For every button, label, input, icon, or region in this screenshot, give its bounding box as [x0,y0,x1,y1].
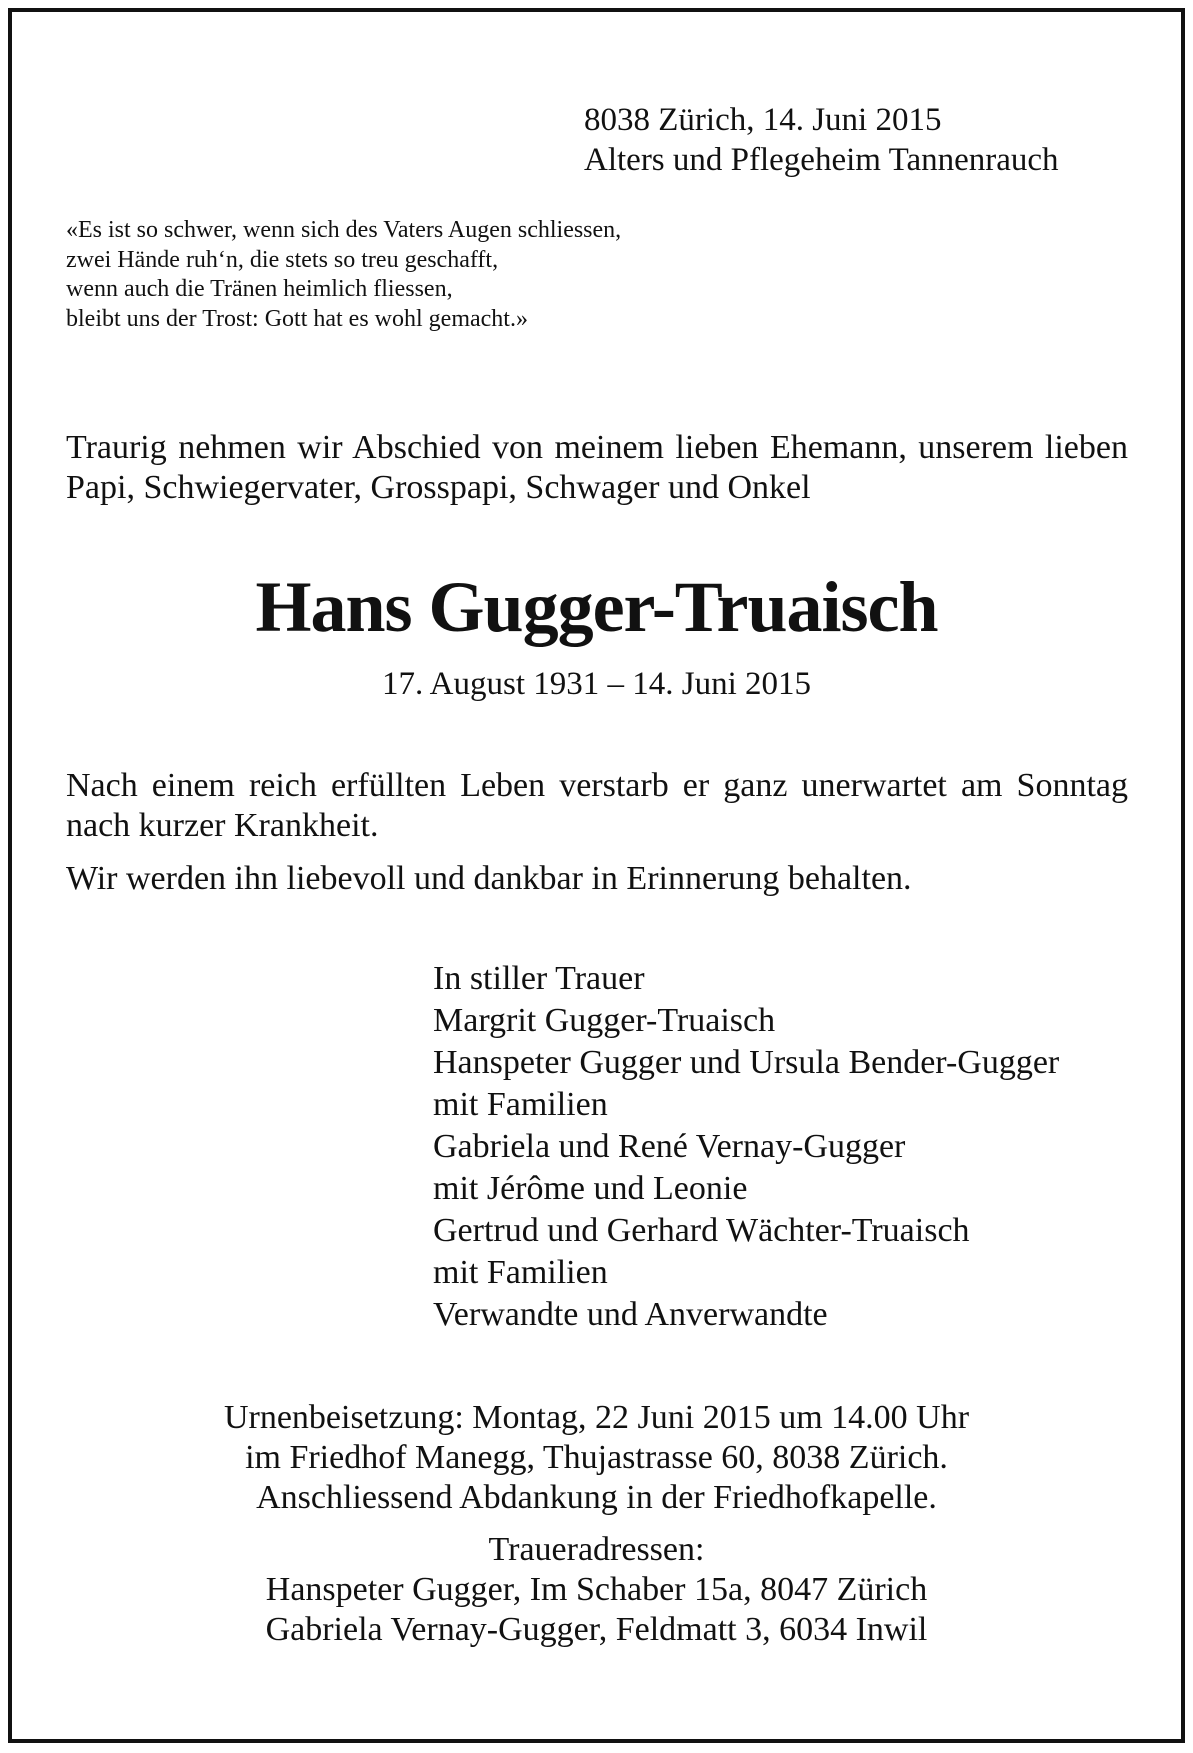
place-date: 8038 Zürich, 14. Juni 2015 [584,102,942,138]
address-line: Gabriela Vernay-Gugger, Feldmatt 3, 6034 Inwil [265,1611,928,1648]
verse-line: wenn auch die Tränen heimlich fliessen, [66,276,453,302]
mourners-line: Margrit Gugger-Truaisch [433,1002,776,1039]
mourning-addresses [0,1530,1193,1650]
location: Alters und Pflegeheim Tannenrauch [584,142,1059,178]
mourners-line: mit Familien [433,1086,608,1123]
mourners-line: mit Jérôme und Leonie [433,1170,748,1207]
intro-text: Traurig nehmen wir Abschied von meinem lieben Ehemann, unserem lieben Papi, Schwiegervater, Grosspapi, Schwager und Onkel [66,429,1128,506]
remembrance-text: Wir werden ihn liebevoll und dankbar in Erinnerung behalten. [66,860,912,897]
life-dates: 17. August 1931 – 14. Juni 2015 [381,666,812,702]
verse [66,216,621,334]
ceremony-line: Anschliessend Abdankung in der Friedhofkapelle. [256,1479,937,1516]
mourners-line: mit Familien [433,1254,608,1291]
ceremony-line: Urnenbeisetzung: Montag, 22 Juni 2015 um 14.00 Uhr [223,1399,970,1436]
message-paragraph: Nach einem reich erfüllten Leben verstarb er ganz unerwartet am Sonntag nach kurzer Krankheit. [66,767,1128,844]
addresses-heading: Traueradressen: [488,1531,705,1568]
mourners-line: Hanspeter Gugger und Ursula Bender-Gugger [433,1044,1060,1081]
ceremony-info [0,1398,1193,1518]
verse-line: «Es ist so schwer, wenn sich des Vaters Augen schliessen, [66,217,622,243]
verse-line: bleibt uns der Trost: Gott hat es wohl gemacht.» [66,305,528,332]
mourners-line: Gabriela und René Vernay-Gugger [433,1128,906,1165]
deceased-name: Hans Gugger-Truaisch [255,567,938,647]
mourners-line: Gertrud und Gerhard Wächter-Truaisch [433,1212,970,1249]
address-line: Hanspeter Gugger, Im Schaber 15a, 8047 Zürich [265,1571,928,1608]
mourners-list [433,958,1059,1336]
mourners-line: Verwandte und Anverwandte [433,1296,828,1333]
mourners-line: In stiller Trauer [433,960,645,997]
verse-line: zwei Hände ruh‘n, die stets so treu geschafft, [66,246,499,273]
ceremony-line: im Friedhof Manegg, Thujastrasse 60, 8038 Zürich. [245,1439,948,1476]
place-date-block [584,100,1059,180]
